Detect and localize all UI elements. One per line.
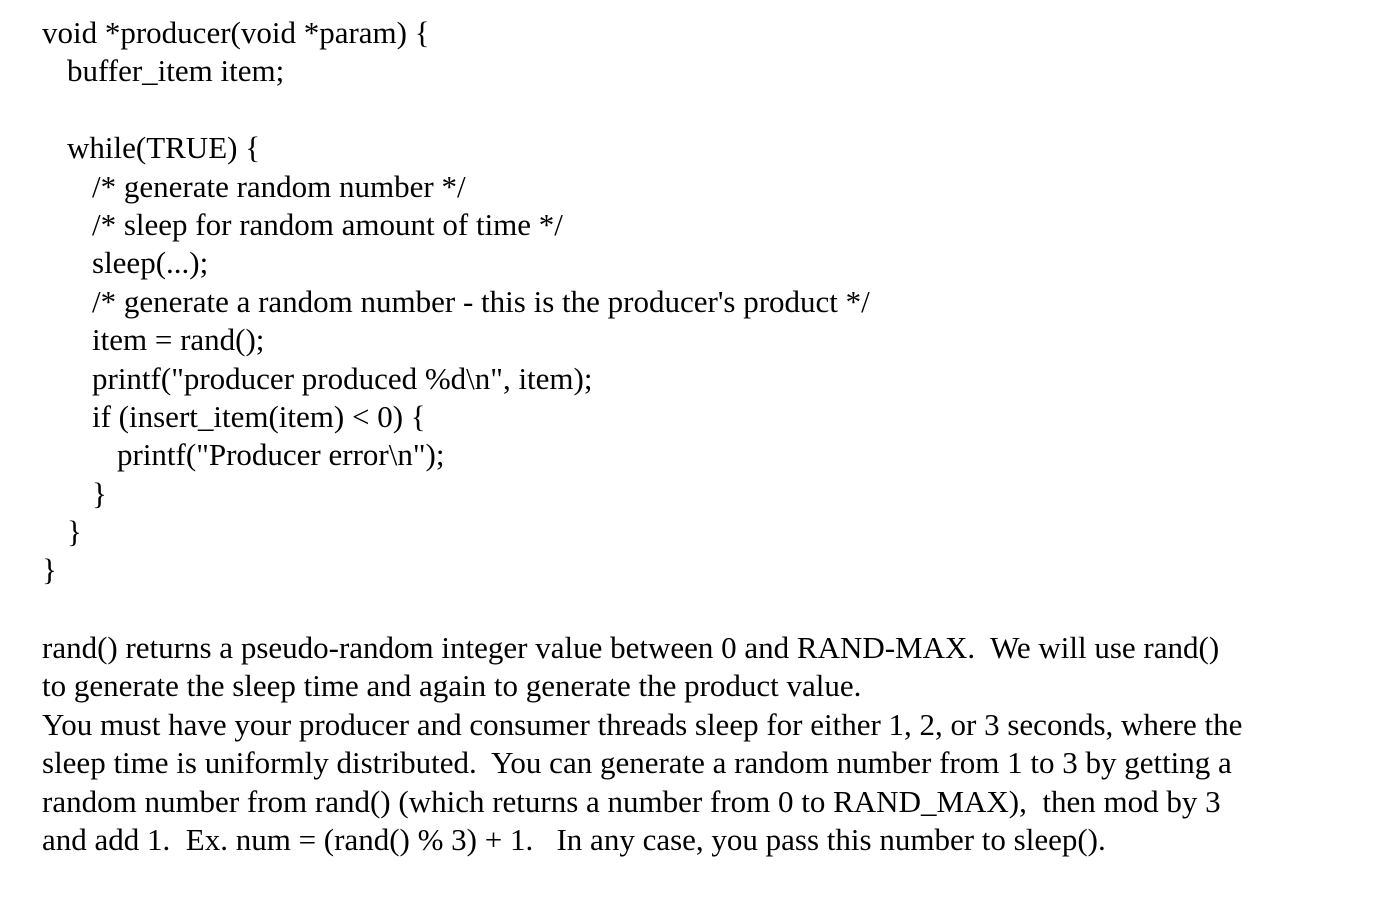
code-line-if-insert: if (insert_item(item) < 0) { xyxy=(92,398,426,434)
prose-line: and add 1. Ex. num = (rand() % 3) + 1. In any case, you pass this number to sleep(). xyxy=(42,821,1106,857)
code-line-while-loop: while(TRUE) { xyxy=(67,130,261,166)
code-line-close-while: } xyxy=(67,514,82,550)
producer-code-listing xyxy=(42,14,1342,590)
code-line-comment-sleep: /* sleep for random amount of time */ xyxy=(92,206,563,242)
code-line-comment-generate: /* generate random number */ xyxy=(92,168,466,204)
code-line-variable-declaration: buffer_item item; xyxy=(67,53,285,89)
explanation-paragraph xyxy=(42,629,1352,859)
code-line-printf-error: printf("Producer error\n"); xyxy=(117,437,445,473)
prose-line: You must have your producer and consumer threads sleep for either 1, 2, or 3 seconds, where the xyxy=(42,706,1243,742)
code-line-sleep-call: sleep(...); xyxy=(92,245,209,281)
prose-line: random number from rand() (which returns a number from 0 to RAND_MAX), then mod by 3 xyxy=(42,783,1221,819)
prose-line: to generate the sleep time and again to generate the product value. xyxy=(42,668,862,704)
prose-line: sleep time is uniformly distributed. You can generate a random number from 1 to 3 by getting a xyxy=(42,745,1232,781)
prose-line: rand() returns a pseudo-random integer value between 0 and RAND-MAX. We will use rand() xyxy=(42,630,1220,665)
code-line-comment-product: /* generate a random number - this is the producer's product */ xyxy=(92,283,870,319)
code-line-close-if: } xyxy=(92,475,107,511)
code-line-blank xyxy=(42,91,1342,129)
code-line-close-function: } xyxy=(42,552,57,588)
code-line-rand-assign: item = rand(); xyxy=(92,322,265,358)
code-line-function-signature: void *producer(void *param) { xyxy=(42,15,430,50)
code-line-printf-produced: printf("producer produced %d\n", item); xyxy=(92,360,593,396)
